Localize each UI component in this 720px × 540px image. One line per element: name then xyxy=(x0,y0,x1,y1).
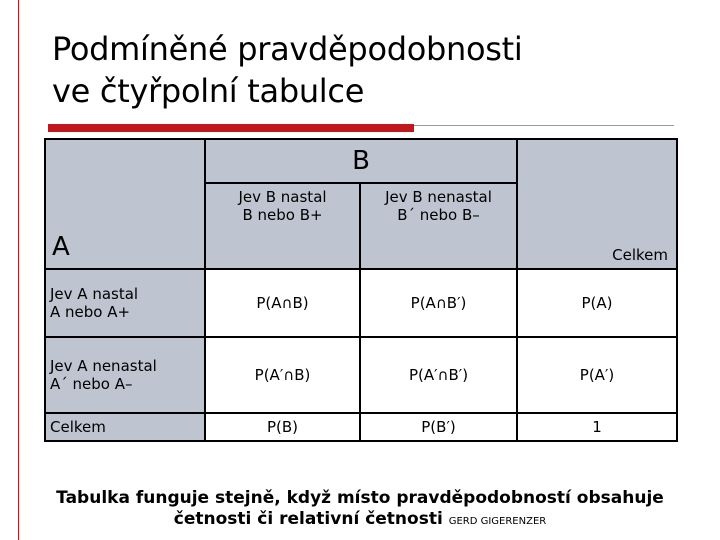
footer-line1: Tabulka funguje stejně, když místo pravděpodobností obsahuje xyxy=(56,488,664,508)
title-underline-accent xyxy=(48,124,414,132)
header-b: B xyxy=(205,139,517,183)
header-a: A xyxy=(45,139,205,269)
cell-p-not-a: P(A′) xyxy=(517,337,677,413)
contingency-table xyxy=(44,138,678,442)
header-b-not-occurred-line1: Jev B nenastal xyxy=(385,188,492,206)
header-b-occurred xyxy=(205,183,360,269)
row-label-line2: A nebo A+ xyxy=(50,303,131,321)
header-b-not-occurred xyxy=(360,183,517,269)
title-line-2: ve čtyřpolní tabulce xyxy=(52,72,365,110)
cell-p-not-a-and-not-b: P(A′∩B′) xyxy=(360,337,517,413)
cell-total: 1 xyxy=(517,413,677,441)
table-row xyxy=(45,269,677,337)
slide-title xyxy=(52,28,692,112)
header-celkem: Celkem xyxy=(517,139,677,269)
cell-p-b: P(B) xyxy=(205,413,360,441)
header-b-not-occurred-line2: B´ nebo B– xyxy=(397,206,480,224)
title-line-1: Podmíněné pravděpodobnosti xyxy=(52,30,523,68)
left-accent-line xyxy=(18,0,19,540)
title-underline-thin xyxy=(414,125,674,126)
row-label-line1: Celkem xyxy=(50,418,106,436)
row-label-line1: Jev A nenastal xyxy=(50,357,157,375)
table-row xyxy=(45,413,677,441)
table-row xyxy=(45,337,677,413)
row-header-a-occurred xyxy=(45,269,205,337)
row-label-line1: Jev A nastal xyxy=(50,285,139,303)
row-header-a-not-occurred xyxy=(45,337,205,413)
header-b-occurred-line2: B nebo B+ xyxy=(242,206,323,224)
row-header-celkem xyxy=(45,413,205,441)
cell-p-a-and-not-b: P(A∩B′) xyxy=(360,269,517,337)
footer-note xyxy=(40,488,680,532)
footer-line2-wrap xyxy=(40,509,680,532)
cell-p-a-and-b: P(A∩B) xyxy=(205,269,360,337)
footer-author: GERD GIGERENZER xyxy=(448,516,547,527)
cell-p-a: P(A) xyxy=(517,269,677,337)
cell-p-not-b: P(B′) xyxy=(360,413,517,441)
header-b-occurred-line1: Jev B nastal xyxy=(238,188,327,206)
cell-p-not-a-and-b: P(A′∩B) xyxy=(205,337,360,413)
row-label-line2: A´ nebo A– xyxy=(50,375,133,393)
footer-line2: četnosti či relativní četnosti xyxy=(173,509,443,529)
